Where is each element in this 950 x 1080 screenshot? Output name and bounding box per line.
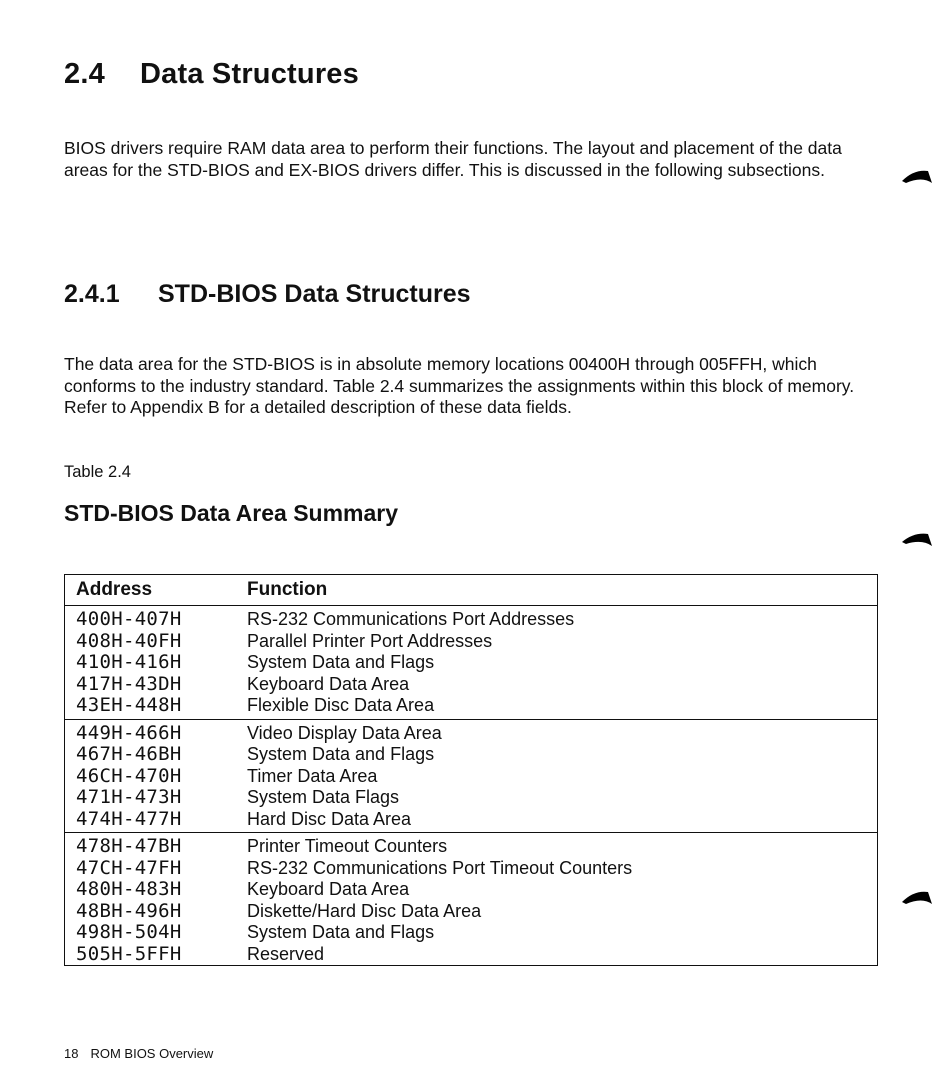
table-caption: Table 2.4 xyxy=(64,463,131,481)
section-number: 2.4 xyxy=(64,58,105,90)
table-header-row xyxy=(65,575,878,606)
address-cell: 408H-40FH xyxy=(76,629,182,652)
address-cell: 478H-47BH xyxy=(76,835,182,857)
binder-mark-icon xyxy=(900,167,934,185)
address-cell: 400H-407H xyxy=(76,608,182,630)
address-column-header: Address xyxy=(65,575,237,606)
function-column-header: Function xyxy=(236,575,878,606)
table-row xyxy=(65,744,878,766)
function-cell: Diskette/Hard Disc Data Area xyxy=(247,900,482,921)
address-cell: 47CH-47FH xyxy=(76,856,182,879)
table-row xyxy=(65,809,878,833)
table-row xyxy=(65,766,878,788)
binder-mark-icon xyxy=(900,530,934,548)
function-cell: Parallel Printer Port Addresses xyxy=(247,630,493,651)
binder-mark-icon xyxy=(900,888,934,906)
table-row xyxy=(65,879,878,901)
table-row xyxy=(65,858,878,880)
address-cell: 498H-504H xyxy=(76,921,182,943)
table-row xyxy=(65,944,878,966)
table-row xyxy=(65,652,878,674)
table-row xyxy=(65,922,878,944)
function-cell: Video Display Data Area xyxy=(247,722,442,743)
page-number: 18 xyxy=(64,1046,79,1061)
subsection-title: STD-BIOS Data Structures xyxy=(158,280,471,308)
intro-paragraph: BIOS drivers require RAM data area to perform their functions. The layout and placement of the data areas for the STD-BIOS and EX-BIOS drivers differ. This is discussed in the following subsections. xyxy=(64,138,842,180)
table-row xyxy=(65,719,878,744)
table-row xyxy=(65,833,878,858)
subsection-paragraph: The data area for the STD-BIOS is in absolute memory locations 00400H through 005FFH, which conforms to the industry standard. Table 2.4 summarizes the assignments within this block of memory. Refer to Appendix B for a detailed description of these data fields. xyxy=(64,354,855,417)
function-cell: Keyboard Data Area xyxy=(247,673,410,694)
address-cell: 46CH-470H xyxy=(76,764,182,787)
function-cell: System Data Flags xyxy=(247,787,400,807)
table-row xyxy=(65,695,878,719)
address-cell: 471H-473H xyxy=(76,786,182,808)
address-cell: 480H-483H xyxy=(76,878,182,900)
table-row xyxy=(65,787,878,809)
address-cell: 474H-477H xyxy=(65,809,237,833)
section-heading xyxy=(64,58,359,91)
address-cell: 43EH-448H xyxy=(65,695,237,719)
table-title: STD-BIOS Data Area Summary xyxy=(64,500,399,526)
section-title: Data Structures xyxy=(140,58,359,90)
function-cell: Hard Disc Data Area xyxy=(236,809,878,833)
running-title: ROM BIOS Overview xyxy=(90,1046,214,1061)
function-cell: Printer Timeout Counters xyxy=(247,836,448,856)
function-cell: System Data and Flags xyxy=(247,652,435,672)
subsection-heading xyxy=(64,280,471,309)
function-cell: Timer Data Area xyxy=(247,765,378,786)
function-cell: Reserved xyxy=(247,943,325,964)
address-cell: 505H-5FFH xyxy=(76,942,182,965)
subsection-number: 2.4.1 xyxy=(64,280,120,308)
function-cell: RS-232 Communications Port Addresses xyxy=(247,609,575,629)
function-cell: Flexible Disc Data Area xyxy=(236,695,878,719)
function-cell: RS-232 Communications Port Timeout Counters xyxy=(247,857,633,878)
table-row xyxy=(65,674,878,696)
address-cell: 48BH-496H xyxy=(76,899,182,922)
address-cell: 467H-46BH xyxy=(76,743,182,765)
function-cell: Keyboard Data Area xyxy=(247,879,410,899)
table-row xyxy=(65,901,878,923)
table-row xyxy=(65,631,878,653)
function-cell: System Data and Flags xyxy=(247,922,435,942)
data-area-summary-table xyxy=(64,574,878,966)
function-cell: System Data and Flags xyxy=(247,744,435,764)
address-cell: 449H-466H xyxy=(76,721,182,744)
table-row xyxy=(65,606,878,631)
address-cell: 417H-43DH xyxy=(76,672,182,695)
page-footer xyxy=(64,1046,213,1061)
address-cell: 410H-416H xyxy=(76,651,182,673)
